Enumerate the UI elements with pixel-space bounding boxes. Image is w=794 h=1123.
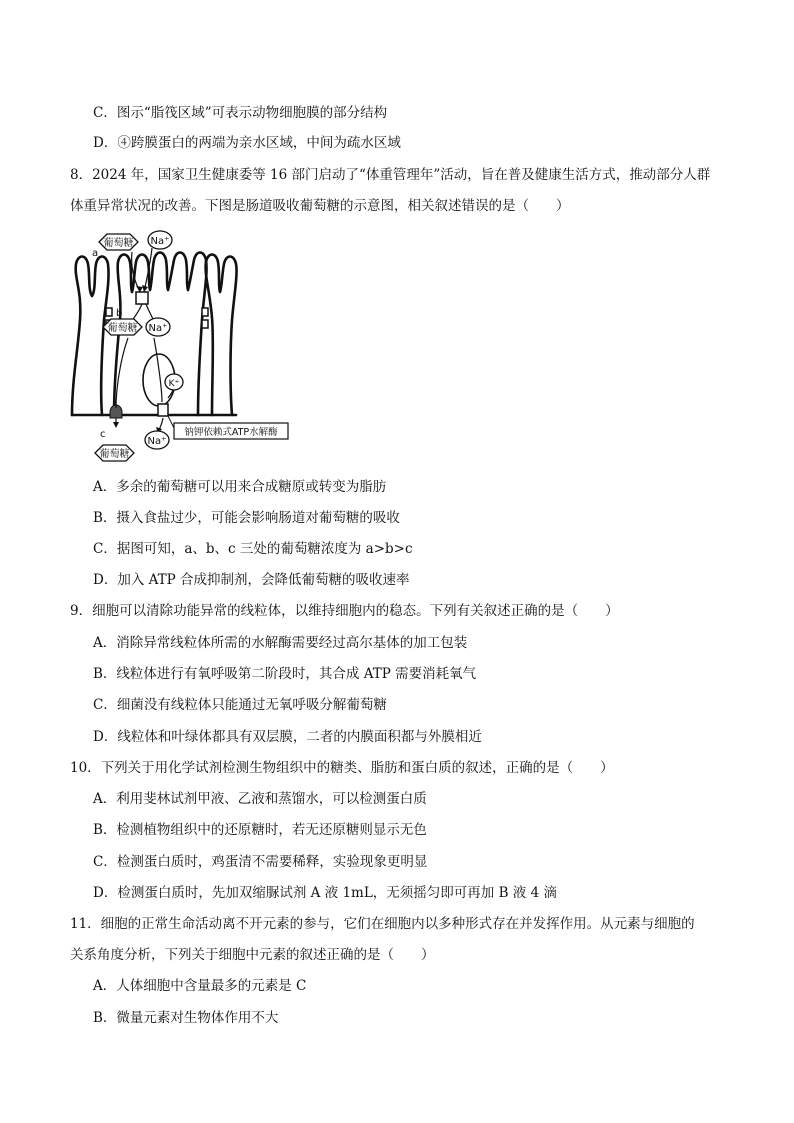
region-a-label: a bbox=[92, 248, 99, 259]
sodium-label-bottom: Na⁺ bbox=[147, 436, 167, 447]
question-9: 9．细胞可以清除功能异常的线粒体，以维持细胞内的稳态。下列有关叙述正确的是（ ） bbox=[70, 603, 619, 619]
option-10c: C．检测蛋白质时，鸡蛋清不需要稀释，实验现象更明显 bbox=[93, 854, 428, 870]
potassium-label: K⁺ bbox=[168, 379, 180, 389]
option-7c: C．图示“脂筏区域”可表示动物细胞膜的部分结构 bbox=[93, 105, 388, 121]
option-10b: B．检测植物组织中的还原糖时，若无还原糖则显示无色 bbox=[93, 822, 427, 838]
question-8-line-2: 体重异常状况的改善。下图是肠道吸收葡萄糖的示意图，相关叙述错误的是（ ） bbox=[70, 198, 570, 214]
option-9c: C．细菌没有线粒体只能通过无氧呼吸分解葡萄糖 bbox=[93, 697, 387, 713]
question-10: 10．下列关于用化学试剂检测生物组织中的糖类、脂肪和蛋白质的叙述，正确的是（ ） bbox=[70, 760, 614, 776]
region-c-label: c bbox=[100, 429, 106, 440]
glucose-label-mid: 葡萄糖 bbox=[107, 323, 138, 334]
option-8a: A．多余的葡萄糖可以用来合成糖原或转变为脂肪 bbox=[93, 479, 387, 495]
option-8b: B．摄入食盐过少，可能会影响肠道对葡萄糖的吸收 bbox=[93, 510, 400, 526]
atpase-label: 钠钾依赖式ATP水解酶 bbox=[184, 427, 278, 438]
option-7d: D．④跨膜蛋白的两端为亲水区域，中间为疏水区域 bbox=[93, 135, 401, 151]
option-9a: A．消除异常线粒体所需的水解酶需要经过高尔基体的加工包装 bbox=[93, 635, 468, 651]
region-b-label: b bbox=[116, 308, 123, 319]
option-11a: A．人体细胞中含量最多的元素是 C bbox=[93, 978, 307, 994]
sodium-label-mid: Na⁺ bbox=[148, 323, 168, 334]
glucose-label-bottom: 葡萄糖 bbox=[99, 449, 130, 460]
option-9d: D．线粒体和叶绿体都具有双层膜，二者的内膜面积都与外膜相近 bbox=[93, 729, 482, 745]
question-8-line-1: 8．2024 年，国家卫生健康委等 16 部门启动了“体重管理年”活动，旨在普及健康生活方式，推动部分人群 bbox=[70, 167, 711, 183]
glucose-label-top: 葡萄糖 bbox=[103, 238, 134, 249]
option-8c: C．据图可知，a、b、c 三处的葡萄糖浓度为 a>b>c bbox=[93, 541, 413, 557]
sodium-label-top: Na⁺ bbox=[150, 236, 170, 247]
question-11-line-2: 关系角度分析，下列关于细胞中元素的叙述正确的是（ ） bbox=[70, 947, 435, 963]
intestinal-glucose-diagram bbox=[70, 230, 310, 462]
option-9b: B．线粒体进行有氧呼吸第二阶段时，其合成 ATP 需要消耗氧气 bbox=[93, 666, 477, 682]
option-10a: A．利用斐林试剂甲液、乙液和蒸馏水，可以检测蛋白质 bbox=[93, 791, 427, 807]
question-11-line-1: 11．细胞的正常生命活动离不开元素的参与，它们在细胞内以多种形式存在并发挥作用。从元素与细胞的 bbox=[70, 916, 695, 932]
option-11b: B．微量元素对生物体作用不大 bbox=[93, 1010, 279, 1026]
option-10d: D．检测蛋白质时，先加双缩脲试剂 A 液 1mL，无须摇匀即可再加 B 液 4 滴 bbox=[93, 885, 557, 901]
option-8d: D．加入 ATP 合成抑制剂，会降低葡萄糖的吸收速率 bbox=[93, 572, 410, 588]
